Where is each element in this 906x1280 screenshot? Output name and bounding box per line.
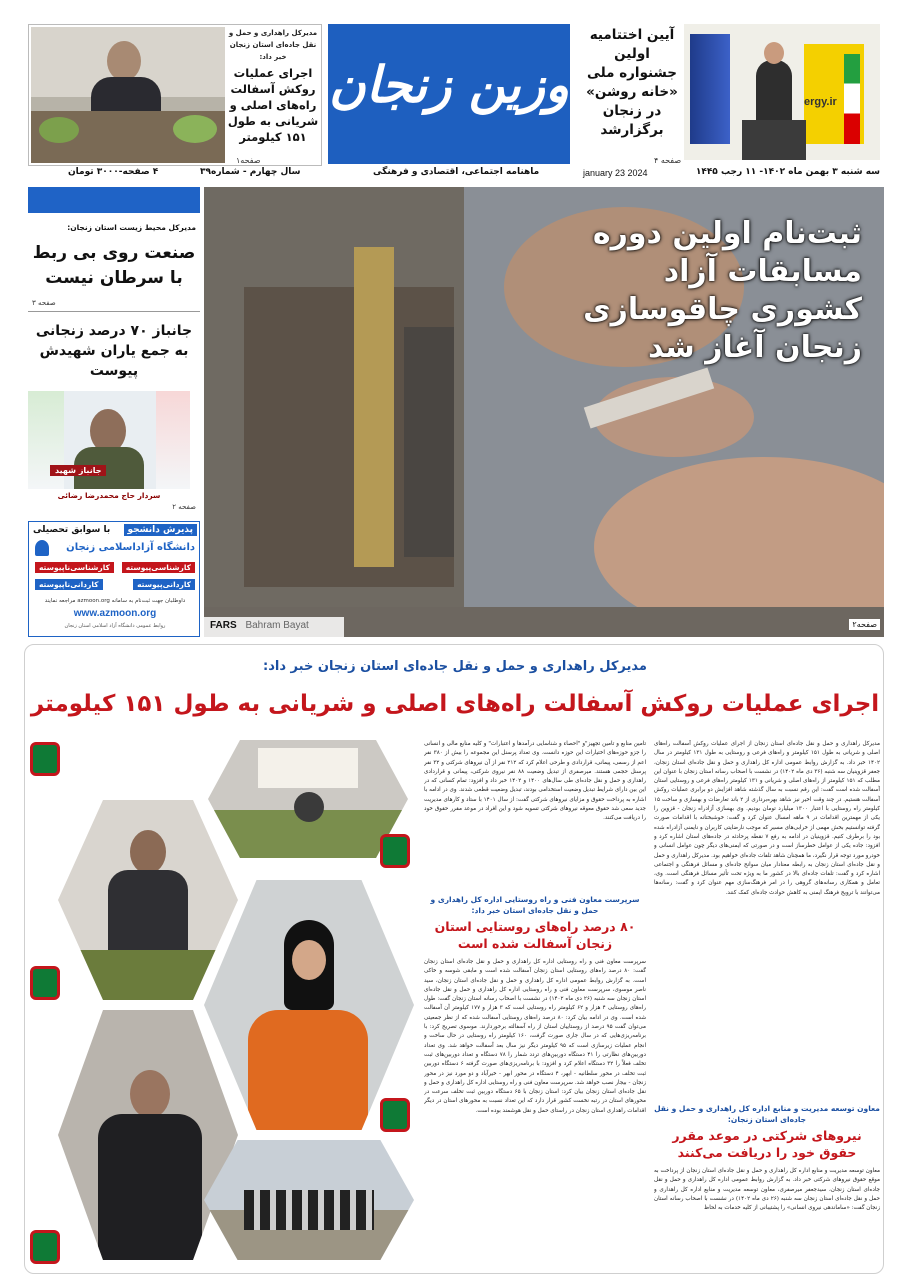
road-logo-icon-3 (30, 966, 60, 1000)
road-logo-icon-2 (380, 834, 410, 868)
teaser-left (28, 24, 322, 166)
ad-university[interactable]: دانشگاه آزاداسلامی زنجان (66, 542, 195, 553)
hero-page: صفحه۲ (849, 619, 880, 630)
main-col2-sub-kicker: سرپرست معاون فنی و راه روستایی اداره کل راهداری و حمل و نقل جاده‌ای استان خبر داد: (430, 895, 640, 915)
ad-title[interactable]: پذیرش دانشجو (124, 524, 197, 536)
ad-foot: روابط عمومی دانشگاه آزاد اسلامی استان زنجان (64, 623, 166, 629)
masthead (0, 0, 906, 186)
teaser-left-page: صفحه۱ (236, 156, 261, 165)
road-logo-icon-4 (380, 1098, 410, 1132)
main-col1-sub-title[interactable]: نیروهای شرکتی در موعد مقرر حقوق خود را دریافت می‌کنند (672, 1128, 862, 1160)
sidebar-s1-kicker: مدیرکل محیط زیست استان زنجان: (67, 223, 196, 232)
subtitle: ماهنامه اجتماعی، اقتصادی و فرهنگی (373, 167, 540, 177)
teaser-right-title[interactable]: آیین اختتامیه اولین جشنواره ملی «خانه روشن» در زنجان برگزارشد (586, 27, 678, 138)
hero-headline (542, 215, 862, 367)
main-col2-p2: سرپرست معاون فنی و راه روستایی اداره کل راهداری و حمل و نقل جاده‌ای استان زنجان گفت: ۸۰ درصد راه‌های روستایی استان زنجان آسفالت شده است و مابقی شوسه و خاکی است. به گزارش روابط عمومی اداره کل راهداری و حمل و نقل جاده‌ای استان زنجان، سید ناصر موسوی، سرپرست معاون فنی و راه روستایی اداره کل راهداری و حمل و نقل جاده‌ای استان زنجان سه شنبه (۲۶ دی ماه ۱۴۰۲) در نشست با اصحاب رسانه استان زنجان گفت: طول راه‌های روستایی ۴ هزار و ۶۲ کیلومتر راه روستایی است که ۳ هزار و ۱۷۷ کیلومتر آن آسفالت شده است. وی در ادامه بیان کرد: ۸۰ درصد راه‌های روستایی آسفالت شده که از نظر جمعیتی می‌توان گفت ۹۵ درصد از روستاییان استان از راه آسفالته برخوردارند. موسوی تصریح کرد: با برنامه‌ریزی‌هایی که در سال جاری صورت گرفت، ۱۶۰ کیلومتر راه روستایی در حال ساخت و انجام عملیات زیرسازی است که ۹۵ کیلومتر دیگر نیز سال بعد آسفالت خواهد شد. وی تعداد دوربین‌های نظارتی را ۴۱ دستگاه دوربین‌های تردد شمار را ۷۸ دستگاه و تعداد دوربین‌های ثبت تخلف فعلاً را ۳۲ دستگاه اعلام کرد و افزود: با برنامه‌ریزی‌های صورت گرفته ۶ دستگاه دوربین ثبت تخلف در محور سلطانیه - ابهر، ۴ دستگاه در محور ابهر - خیرآباد و دو مورد نیز در محور زنجان - بیجار نصب خواهد شد. سرپرست معاون فنی و راه روستایی اداره کل راهداری و حمل و نقل جاده‌ای استان زنجان بیان کرد: استان زنجان با ۶۵ دستگاه دوربین ثبت تخلف سرعت در محورهای استان در رتبه نخست کشور قرار دارد که این تعداد نسبت به محورهای استان در دیگر اقدامات راهداری استان زنجان در راستای حمل و نقل هوشمند بوده است. (424, 959, 646, 1114)
teaser-right-photo (684, 24, 880, 160)
sidebar-s2-photo (28, 391, 190, 489)
sidebar-s2-badge: جانباز شهید (50, 465, 106, 476)
sidebar-s1-title[interactable]: صنعت روی بی ربط با سرطان نیست (32, 243, 196, 288)
hero-headline-line-4[interactable]: زنجان آغاز شد (647, 330, 862, 365)
road-logo-icon-1 (30, 742, 60, 776)
main-title[interactable]: اجرای عملیات روکش آسفالت راه‌های اصلی و شریانی به طول ۱۵۱ کیلومتر (30, 691, 880, 717)
teaser-left-photo (31, 27, 225, 163)
main-kicker: مدیرکل راهداری و حمل و نقل جاده‌ای استان زنجان خبر داد: (263, 659, 647, 674)
date-strip (28, 166, 880, 182)
photo-collage (28, 740, 416, 1270)
teaser-left-kicker: مدیرکل راهداری و حمل و نقل جاده‌ای استان زنجان خبر داد: (228, 29, 318, 61)
ad-badge-3[interactable]: کاردانی‌پیوسته (133, 579, 195, 590)
teaser-right-photo-sign: ergy.ir (804, 96, 837, 108)
collage-photo-2 (58, 800, 238, 1000)
logo-box (328, 24, 570, 164)
hero-photo (204, 187, 884, 637)
sidebar-s1-page: صفحه ۳ (32, 299, 56, 307)
hero-credit (204, 617, 344, 637)
date-fa: سه شنبه ۳ بهمن ماه ۱۴۰۲- ۱۱ رجب ۱۴۴۵ (695, 167, 880, 177)
ad-badge-4[interactable]: کاردانی‌ناپیوسته (35, 579, 103, 590)
road-logo-icon-5 (30, 1230, 60, 1264)
sidebar-top-bar (28, 187, 200, 213)
hero-headline-line-2[interactable]: مسابقات آزاد (663, 254, 862, 289)
ad-subtitle: با سوابق تحصیلی (33, 525, 111, 535)
teaser-left-title[interactable]: اجرای عملیات روکش آسفالت راه‌های اصلی و شریانی به طول ۱۵۱ کیلومتر (227, 66, 319, 144)
main-col1-p1: مدیرکل راهداری و حمل و نقل جاده‌ای استان زنجان از اجرای عملیات روکش آسفالت راه‌های اصلی و شریانی به طول ۱۵۱ کیلومتر و راه‌های فرعی و روستایی به طول ۱۳۱ کیلومتر در سال ۱۴۰۲ خبر داد. به گزارش روابط عمومی اداره کل راهداری و حمل و نقل جاده‌ای استان زنجان، جعفر قزوینیان سه شنبه (۳۶ دی ماه ۱۴۰۲) در نشست با اصحاب رسانه استان زنجان با عنوان این مطلب که ۱۵۱ کیلومتر از راه‌های اصلی و شریانی و ۱۳۱ کیلومتر راه‌های فرعی و روستایی استان آسفالت شده است گفت: این رقم نسبت به سال گذشته شاهد افزایش دو برابری عملیات روکش آسفالت هستیم. در چند وقت اخیر نیز شاهد بهره‌برداری از ۲ باند تعارضات و بهسازی و ساخت ۱۵ کیلومتر راه روستایی با اعتبار ۱۳۰۰ میلیارد تومان بودیم. وی بهسازی آزادراه زنجان - قزوین را یکی از مهمترین اقدامات در ۹ ماهه امسال عنوان کرد و گفت: خوشبختانه با اقدامات صورت گرفته توانستیم بخش مهمی از خرابی‌های مسیر که موجب نارضایتی کاربران و نایمنی آزادراه شده بود را برطرف کنیم. قزوینیان در ادامه به رفع ۷ نقطه پرحادثه در جاده‌های استان اشاره کرد و افزود: جاده یکی از عوامل خطرساز است و در صورتی که ایمنی‌های دیگر چون عوامل انسانی و خودرو مورد توجه قرار نگیرد، ما همچنان شاهد تلفات جاده‌ای خواهیم بود. مدیرکل راهداری و حمل و نقل جاده‌ای استان زنجان به رابطه معنادار میان سوانح جاده‌ای و مسائل فرهنگی و اجتماعی اشاره کرد و گفت: تلفات جاده‌ای بالا در کشور ما به ویژه تحت تأثیر مسائل فرهنگی است. وی، تعامل و همکاری رسانه‌های گروهی را در امر فرهنگ‌سازی مهم عنوان کرد و گفت: رسانه‌ها می‌توانند با ترویج فرهنگ ایمنی به کاهش حوادث جاده‌ای کمک کنند. (654, 741, 880, 896)
collage-photo-1 (208, 740, 408, 858)
main-col-2 (424, 740, 646, 1270)
hero-headline-line-1[interactable]: ثبت‌نام اولین دوره (592, 216, 862, 251)
sidebar (28, 187, 200, 637)
hero-headline-line-3[interactable]: کشوری چاقوسازی (583, 292, 862, 327)
logo-text: وزین زنجان (329, 55, 569, 114)
sidebar-s2-page: صفحه ۲ (172, 503, 196, 511)
main-col2-sub-title[interactable]: ۸۰ درصد راه‌های روستایی استان زنجان آسفالت شده است (434, 919, 636, 951)
main-col1-sub-kicker: معاون توسعه مدیریت و منابع اداره کل راهداری و حمل و نقل جاده‌ای استان زنجان: (654, 1104, 880, 1124)
date-en: january 23 2024 (583, 168, 648, 178)
ad-logo-icon (35, 540, 49, 556)
collage-photo-3 (204, 880, 414, 1130)
ad-box (28, 521, 200, 637)
sidebar-divider (28, 311, 200, 312)
collage-photo-4 (58, 1010, 238, 1260)
price-info: ۴ صفحه-۳۰۰۰ تومان (68, 167, 159, 177)
hero-photographer: Bahram Bayat (245, 620, 309, 631)
issue-info: سال چهارم - شماره۳۹ (200, 167, 301, 177)
teaser-right-page: صفحه ۴ (654, 156, 682, 165)
ad-note: داوطلبان جهت ثبت‌نام به سامانه azmoon.org مراجعه نمایند (44, 598, 186, 604)
main-col2-p1: تامین منابع و تامین تجهیز"و "احصاء و شناسایی درآمدها و اعتبارات" و کلیه منابع مالی و انسانی را جزو حوزه‌های اختیارات این حوزه دانست. وی تعداد پرسنل این مجموعه را بیش از ۳۸۰ نفر اعم از رسمی، پیمانی، قراردادی و طرحی اعلام کرد که ۲۱۲ نفر از آن نیروهای شرکتی و ۳۲ نفر پرسنل حجمی هستند. میرصفری از تبدیل وضعیت ۸۸ نفر نیروی شرکتی، پیمانی و قراردادی راهداری و حمل و نقل جاده‌ای طی سال‌های ۱۴۰۰ و ۱۴۰۲ خبر داد و افزود: تمام کسانی که در این بین دارای شرایط تبدیل وضعیت استخدامی بودند، تبدیل وضعیت قطعی شدند. وی در ادامه با اشاره به پرداخت حقوق و مزایای نیروهای شرکتی گفت: از سال ۱۴۰۱ با ستاد و کارهای مدیریت جدید سعی شد حقوق معوقه نیروهای شرکتی تسویه شود و این افراد در موعد مقرر حقوق خود را دریافت می‌کنند. (424, 741, 646, 822)
ad-badge-1[interactable]: کارشناسی‌پیوسته (122, 562, 195, 573)
ad-badge-2[interactable]: کارشناسی‌ناپیوسته (35, 562, 114, 573)
teaser-right-text (584, 26, 680, 162)
main-col-1 (654, 740, 880, 1270)
teaser-left-text (227, 27, 319, 145)
ad-url[interactable]: www.azmoon.org (73, 608, 157, 619)
main-col1-p2: معاون توسعه مدیریت و منابع اداره کل راهداری و حمل و نقل جاده‌ای استان زنجان از پرداخت به موقع حقوق نیروهای شرکتی خبر داد. به گزارش روابط عمومی اداره کل راهداری و حمل و نقل جاده‌ای استان زنجان، سیدجعفر میرصفری، معاون توسعه مدیریت و منابع اداره کل راهداری و حمل و نقل جاده‌ای استان زنجان سه شنبه (۲۶ دی ماه ۱۴۰۲) در نشست با اصحاب رسانه استان زنجان گفت: «ساماندهی نیروی انسانی» را پشتیبانی از کلیه خدمات به لحاظ (654, 1168, 880, 1212)
collage-photo-5 (204, 1140, 414, 1260)
hero-agency: FARS (210, 620, 237, 631)
sidebar-s2-caption: سردار حاج محمدرضا رضائی (57, 491, 161, 500)
sidebar-s2-title[interactable]: جانباز ۷۰ درصد زنجانی به جمع یاران شهیدش پیوست (35, 323, 193, 379)
